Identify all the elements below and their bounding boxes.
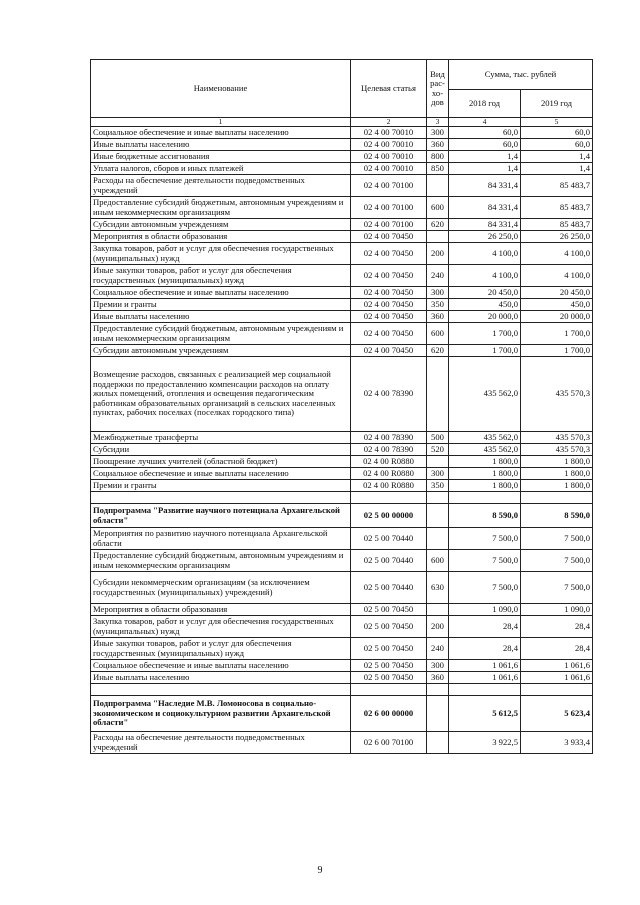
- row-amount-2018-cell: 3 922,5: [449, 732, 521, 754]
- table-row: [91, 139, 593, 151]
- row-amount-2019-cell: 1,4: [521, 151, 593, 163]
- row-name-cell: Социальное обеспечение и иные выплаты населению: [91, 468, 351, 480]
- row-amount-2018-cell: 1 800,0: [449, 468, 521, 480]
- row-name-cell: Иные выплаты населению: [91, 311, 351, 323]
- row-amount-2019-cell: 28,4: [521, 638, 593, 660]
- row-target-article-cell: 02 4 00 70450: [351, 345, 427, 357]
- budget-table-sheet: [90, 59, 592, 754]
- budget-table: [90, 59, 593, 754]
- row-amount-2019-cell: 8 590,0: [521, 504, 593, 528]
- row-name-cell: Субсидии: [91, 444, 351, 456]
- row-target-article-cell: 02 4 00 78390: [351, 432, 427, 444]
- row-name-cell: Закупка товаров, работ и услуг для обеспечения государственных (муниципальных) нужд: [91, 616, 351, 638]
- row-target-article-cell: 02 5 00 70450: [351, 604, 427, 616]
- row-amount-2018-cell: 1 700,0: [449, 345, 521, 357]
- header-expense-type: Вид рас-хо-дов: [427, 60, 449, 118]
- column-number: 4: [449, 118, 521, 127]
- page-number: 9: [317, 865, 323, 876]
- table-row: [91, 444, 593, 456]
- table-row: [91, 151, 593, 163]
- table-row: [91, 480, 593, 492]
- row-amount-2018-cell: 1 061,6: [449, 672, 521, 684]
- row-expense-type-cell: 500: [427, 432, 449, 444]
- row-target-article-cell: 02 5 00 70440: [351, 550, 427, 572]
- row-name-cell: Подпрограмма "Наследие М.В. Ломоносова в социально-экономическом и социокультурном развитии Архангельской области": [91, 696, 351, 732]
- row-name-cell: Возмещение расходов, связанных с реализацией мер социальной поддержки по предоставлению компенсации расходов на оплату жилых помещений, отопления и освещения педагогическим работникам образовательных организаций в сельских населенных пунктах, рабочих поселках (поселках городского типа): [91, 357, 351, 432]
- row-target-article-cell: 02 5 00 00000: [351, 504, 427, 528]
- row-expense-type-cell: [427, 684, 449, 696]
- row-name-cell: Расходы на обеспечение деятельности подведомственных учреждений: [91, 175, 351, 197]
- row-name-cell: Иные закупки товаров, работ и услуг для обеспечения государственных (муниципальных) нужд: [91, 638, 351, 660]
- row-amount-2018-cell: 7 500,0: [449, 528, 521, 550]
- row-name-cell: Премии и гранты: [91, 299, 351, 311]
- row-name-cell: Мероприятия в области образования: [91, 231, 351, 243]
- row-target-article-cell: 02 6 00 00000: [351, 696, 427, 732]
- row-expense-type-cell: 620: [427, 345, 449, 357]
- row-target-article-cell: 02 4 00 R0880: [351, 456, 427, 468]
- row-name-cell: Закупка товаров, работ и услуг для обеспечения государственных (муниципальных) нужд: [91, 243, 351, 265]
- row-target-article-cell: 02 5 00 70450: [351, 638, 427, 660]
- table-row: [91, 197, 593, 219]
- row-amount-2018-cell: 26 250,0: [449, 231, 521, 243]
- row-amount-2019-cell: 435 570,3: [521, 444, 593, 456]
- row-expense-type-cell: 300: [427, 287, 449, 299]
- row-target-article-cell: 02 5 00 70450: [351, 672, 427, 684]
- table-row: [91, 299, 593, 311]
- row-target-article-cell: [351, 684, 427, 696]
- header-year-2018: 2018 год: [449, 90, 521, 118]
- column-number: 2: [351, 118, 427, 127]
- row-amount-2019-cell: [521, 492, 593, 504]
- row-amount-2018-cell: 1 800,0: [449, 456, 521, 468]
- row-amount-2018-cell: 1 800,0: [449, 480, 521, 492]
- row-amount-2019-cell: 60,0: [521, 139, 593, 151]
- column-number: 3: [427, 118, 449, 127]
- row-amount-2018-cell: 7 500,0: [449, 550, 521, 572]
- row-amount-2018-cell: 450,0: [449, 299, 521, 311]
- row-amount-2018-cell: 60,0: [449, 127, 521, 139]
- row-target-article-cell: 02 4 00 70450: [351, 287, 427, 299]
- header-target-article: Целевая статья: [351, 60, 427, 118]
- row-expense-type-cell: 600: [427, 197, 449, 219]
- row-target-article-cell: 02 4 00 70010: [351, 151, 427, 163]
- row-name-cell: [91, 492, 351, 504]
- row-target-article-cell: 02 4 00 70010: [351, 163, 427, 175]
- row-amount-2018-cell: 28,4: [449, 616, 521, 638]
- row-amount-2018-cell: 28,4: [449, 638, 521, 660]
- row-amount-2019-cell: 450,0: [521, 299, 593, 311]
- row-amount-2018-cell: 60,0: [449, 139, 521, 151]
- row-name-cell: Уплата налогов, сборов и иных платежей: [91, 163, 351, 175]
- row-amount-2018-cell: 7 500,0: [449, 572, 521, 604]
- row-name-cell: Иные выплаты населению: [91, 672, 351, 684]
- header-name: Наименование: [91, 60, 351, 118]
- row-expense-type-cell: 240: [427, 265, 449, 287]
- row-expense-type-cell: 520: [427, 444, 449, 456]
- row-expense-type-cell: 200: [427, 616, 449, 638]
- row-amount-2019-cell: [521, 684, 593, 696]
- row-amount-2018-cell: 8 590,0: [449, 504, 521, 528]
- row-expense-type-cell: 350: [427, 299, 449, 311]
- table-row: [91, 732, 593, 754]
- row-amount-2019-cell: 28,4: [521, 616, 593, 638]
- table-row: [91, 163, 593, 175]
- row-amount-2018-cell: 4 100,0: [449, 243, 521, 265]
- row-name-cell: Предоставление субсидий бюджетным, автономным учреждениям и иным некоммерческим организациям: [91, 197, 351, 219]
- row-amount-2019-cell: 5 623,4: [521, 696, 593, 732]
- table-row: [91, 456, 593, 468]
- row-name-cell: Мероприятия в области образования: [91, 604, 351, 616]
- table-row: [91, 175, 593, 197]
- row-amount-2018-cell: 84 331,4: [449, 197, 521, 219]
- row-name-cell: [91, 684, 351, 696]
- row-amount-2018-cell: 435 562,0: [449, 444, 521, 456]
- table-row: [91, 231, 593, 243]
- row-name-cell: Социальное обеспечение и иные выплаты населению: [91, 127, 351, 139]
- row-amount-2018-cell: 1 090,0: [449, 604, 521, 616]
- row-name-cell: Мероприятия по развитию научного потенциала Архангельской области: [91, 528, 351, 550]
- row-name-cell: Премии и гранты: [91, 480, 351, 492]
- row-expense-type-cell: 360: [427, 672, 449, 684]
- row-expense-type-cell: 300: [427, 127, 449, 139]
- row-target-article-cell: 02 5 00 70440: [351, 528, 427, 550]
- row-target-article-cell: 02 4 00 70450: [351, 323, 427, 345]
- subprogram-row: [91, 696, 593, 732]
- table-row: [91, 492, 593, 504]
- row-amount-2018-cell: 84 331,4: [449, 175, 521, 197]
- row-amount-2019-cell: 1 090,0: [521, 604, 593, 616]
- row-target-article-cell: 02 4 00 70450: [351, 311, 427, 323]
- row-amount-2019-cell: 60,0: [521, 127, 593, 139]
- row-name-cell: Субсидии автономным учреждениям: [91, 219, 351, 231]
- row-name-cell: Иные бюджетные ассигнования: [91, 151, 351, 163]
- row-amount-2018-cell: 435 562,0: [449, 432, 521, 444]
- row-amount-2019-cell: 85 483,7: [521, 197, 593, 219]
- row-name-cell: Субсидии автономным учреждениям: [91, 345, 351, 357]
- row-target-article-cell: 02 4 00 78390: [351, 357, 427, 432]
- row-expense-type-cell: 300: [427, 468, 449, 480]
- row-amount-2019-cell: 1 800,0: [521, 468, 593, 480]
- row-amount-2018-cell: 435 562,0: [449, 357, 521, 432]
- row-amount-2018-cell: 4 100,0: [449, 265, 521, 287]
- row-amount-2018-cell: 20 450,0: [449, 287, 521, 299]
- row-expense-type-cell: 240: [427, 638, 449, 660]
- row-target-article-cell: 02 5 00 70450: [351, 660, 427, 672]
- row-expense-type-cell: 850: [427, 163, 449, 175]
- row-expense-type-cell: [427, 231, 449, 243]
- table-row: [91, 311, 593, 323]
- row-amount-2019-cell: 7 500,0: [521, 528, 593, 550]
- row-target-article-cell: 02 5 00 70450: [351, 616, 427, 638]
- row-amount-2019-cell: 20 450,0: [521, 287, 593, 299]
- row-expense-type-cell: 620: [427, 219, 449, 231]
- row-expense-type-cell: 600: [427, 323, 449, 345]
- row-target-article-cell: 02 4 00 R0880: [351, 480, 427, 492]
- row-amount-2019-cell: 4 100,0: [521, 243, 593, 265]
- row-amount-2018-cell: 1,4: [449, 151, 521, 163]
- row-amount-2019-cell: 85 483,7: [521, 175, 593, 197]
- row-expense-type-cell: [427, 492, 449, 504]
- row-amount-2019-cell: 1 800,0: [521, 480, 593, 492]
- row-expense-type-cell: [427, 604, 449, 616]
- row-name-cell: Подпрограмма "Развитие научного потенциала Архангельской области": [91, 504, 351, 528]
- row-amount-2019-cell: 4 100,0: [521, 265, 593, 287]
- row-name-cell: Социальное обеспечение и иные выплаты населению: [91, 287, 351, 299]
- table-header: [91, 60, 593, 127]
- row-target-article-cell: 02 4 00 70450: [351, 299, 427, 311]
- row-expense-type-cell: [427, 696, 449, 732]
- table-row: [91, 265, 593, 287]
- row-amount-2018-cell: 5 612,5: [449, 696, 521, 732]
- row-name-cell: Иные выплаты населению: [91, 139, 351, 151]
- row-name-cell: Расходы на обеспечение деятельности подведомственных учреждений: [91, 732, 351, 754]
- row-target-article-cell: 02 6 00 70100: [351, 732, 427, 754]
- row-amount-2019-cell: 1 061,6: [521, 660, 593, 672]
- row-expense-type-cell: 300: [427, 660, 449, 672]
- row-amount-2019-cell: 1 700,0: [521, 345, 593, 357]
- row-target-article-cell: [351, 492, 427, 504]
- row-name-cell: Поощрение лучших учителей (областной бюджет): [91, 456, 351, 468]
- header-sum: Сумма, тыс. рублей: [449, 60, 593, 90]
- table-row: [91, 432, 593, 444]
- row-amount-2019-cell: 26 250,0: [521, 231, 593, 243]
- row-expense-type-cell: [427, 528, 449, 550]
- row-amount-2019-cell: 7 500,0: [521, 572, 593, 604]
- row-amount-2018-cell: [449, 492, 521, 504]
- row-amount-2018-cell: 1 061,6: [449, 660, 521, 672]
- table-row: [91, 219, 593, 231]
- row-name-cell: Субсидии некоммерческим организациям (за исключением государственных (муниципальных) учреждений): [91, 572, 351, 604]
- row-amount-2018-cell: 84 331,4: [449, 219, 521, 231]
- row-amount-2019-cell: 3 933,4: [521, 732, 593, 754]
- table-row: [91, 572, 593, 604]
- table-row: [91, 357, 593, 432]
- table-row: [91, 287, 593, 299]
- row-amount-2018-cell: 1 700,0: [449, 323, 521, 345]
- row-target-article-cell: 02 4 00 70450: [351, 265, 427, 287]
- row-target-article-cell: 02 4 00 70010: [351, 139, 427, 151]
- row-amount-2018-cell: 1,4: [449, 163, 521, 175]
- row-amount-2019-cell: 435 570,3: [521, 357, 593, 432]
- header-year-2019: 2019 год: [521, 90, 593, 118]
- row-amount-2019-cell: 20 000,0: [521, 311, 593, 323]
- row-target-article-cell: 02 5 00 70440: [351, 572, 427, 604]
- table-row: [91, 604, 593, 616]
- row-expense-type-cell: 200: [427, 243, 449, 265]
- row-amount-2019-cell: 1 700,0: [521, 323, 593, 345]
- row-expense-type-cell: [427, 504, 449, 528]
- row-target-article-cell: 02 4 00 70450: [351, 243, 427, 265]
- table-row: [91, 243, 593, 265]
- column-number-row: [91, 118, 593, 127]
- row-amount-2018-cell: [449, 684, 521, 696]
- table-row: [91, 323, 593, 345]
- row-expense-type-cell: [427, 357, 449, 432]
- row-expense-type-cell: 350: [427, 480, 449, 492]
- table-row: [91, 616, 593, 638]
- row-target-article-cell: 02 4 00 70010: [351, 127, 427, 139]
- table-row: [91, 550, 593, 572]
- row-name-cell: Социальное обеспечение и иные выплаты населению: [91, 660, 351, 672]
- row-target-article-cell: 02 4 00 70100: [351, 219, 427, 231]
- subprogram-row: [91, 504, 593, 528]
- column-number: 1: [91, 118, 351, 127]
- row-expense-type-cell: [427, 732, 449, 754]
- column-number: 5: [521, 118, 593, 127]
- table-row: [91, 638, 593, 660]
- row-amount-2019-cell: 7 500,0: [521, 550, 593, 572]
- row-expense-type-cell: 630: [427, 572, 449, 604]
- row-amount-2019-cell: 85 483,7: [521, 219, 593, 231]
- row-expense-type-cell: [427, 456, 449, 468]
- row-amount-2019-cell: 1 061,6: [521, 672, 593, 684]
- row-amount-2019-cell: 1,4: [521, 163, 593, 175]
- row-amount-2019-cell: 1 800,0: [521, 456, 593, 468]
- row-name-cell: Межбюджетные трансферты: [91, 432, 351, 444]
- table-row: [91, 345, 593, 357]
- row-name-cell: Предоставление субсидий бюджетным, автономным учреждениям и иным некоммерческим организациям: [91, 323, 351, 345]
- row-expense-type-cell: 360: [427, 139, 449, 151]
- row-target-article-cell: 02 4 00 70100: [351, 197, 427, 219]
- row-expense-type-cell: 600: [427, 550, 449, 572]
- row-target-article-cell: 02 4 00 R0880: [351, 468, 427, 480]
- row-target-article-cell: 02 4 00 70450: [351, 231, 427, 243]
- table-row: [91, 684, 593, 696]
- table-row: [91, 528, 593, 550]
- row-amount-2018-cell: 20 000,0: [449, 311, 521, 323]
- row-target-article-cell: 02 4 00 70100: [351, 175, 427, 197]
- row-expense-type-cell: 800: [427, 151, 449, 163]
- table-row: [91, 672, 593, 684]
- table-row: [91, 127, 593, 139]
- row-amount-2019-cell: 435 570,3: [521, 432, 593, 444]
- row-expense-type-cell: [427, 175, 449, 197]
- table-body: [91, 127, 593, 754]
- table-row: [91, 468, 593, 480]
- row-name-cell: Предоставление субсидий бюджетным, автономным учреждениям и иным некоммерческим организациям: [91, 550, 351, 572]
- row-target-article-cell: 02 4 00 78390: [351, 444, 427, 456]
- row-name-cell: Иные закупки товаров, работ и услуг для обеспечения государственных (муниципальных) нужд: [91, 265, 351, 287]
- row-expense-type-cell: 360: [427, 311, 449, 323]
- table-row: [91, 660, 593, 672]
